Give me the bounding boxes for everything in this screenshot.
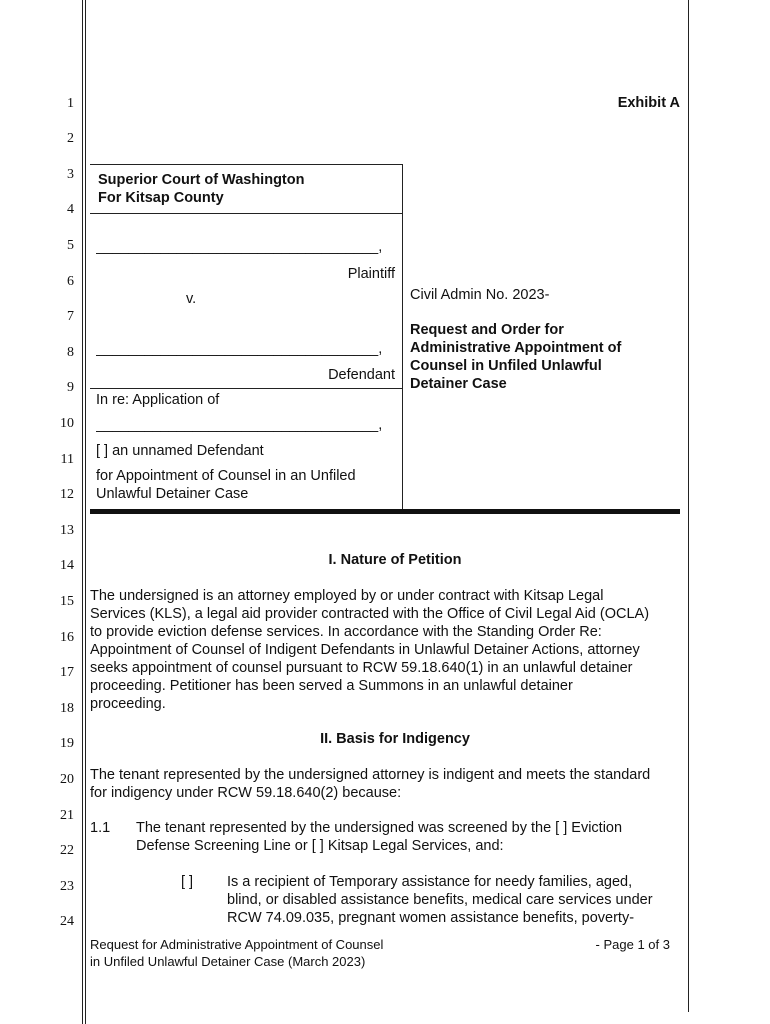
line-number: 8 bbox=[67, 345, 74, 360]
body-line: Services (KLS), a legal aid provider contracted with the Office of Civil Legal Aid (OCLA) bbox=[90, 606, 650, 622]
footer-line1: Request for Administrative Appointment of Counsel bbox=[90, 937, 384, 952]
document-title-line1: Request and Order for bbox=[410, 322, 564, 338]
versus-label: v. bbox=[186, 291, 197, 307]
line-number: 19 bbox=[60, 736, 74, 751]
court-name-line1: Superior Court of Washington bbox=[98, 172, 305, 188]
in-re-label: In re: Application of bbox=[96, 392, 220, 408]
defendant-label: Defendant bbox=[328, 367, 395, 383]
line-number: 18 bbox=[60, 701, 74, 716]
line-number: 24 bbox=[60, 914, 74, 929]
body-line: proceeding. bbox=[90, 696, 166, 712]
unnamed-defendant-checkbox-label: [ ] an unnamed Defendant bbox=[96, 443, 264, 459]
section-1-heading: I. Nature of Petition bbox=[328, 552, 462, 568]
body-line: Appointment of Counsel of Indigent Defendants in Unlawful Detainer Actions, attorney bbox=[90, 642, 640, 658]
line-number: 9 bbox=[67, 380, 74, 395]
section-2-heading: II. Basis for Indigency bbox=[320, 731, 470, 747]
subitem-text bbox=[227, 873, 682, 927]
line-number: 5 bbox=[67, 238, 74, 253]
line-number: 11 bbox=[60, 452, 74, 467]
caption-bottom-rule bbox=[90, 509, 680, 514]
line-number: 17 bbox=[60, 665, 74, 680]
line-number: 14 bbox=[60, 558, 74, 573]
purpose-line2: Unlawful Detainer Case bbox=[96, 486, 249, 502]
body-line: for indigency under RCW 59.18.640(2) because: bbox=[90, 785, 402, 801]
purpose-line1: for Appointment of Counsel in an Unfiled bbox=[96, 468, 356, 484]
item-line: Defense Screening Line or [ ] Kitsap Legal Services, and: bbox=[136, 838, 504, 854]
left-margin-rule-outer bbox=[82, 0, 83, 1024]
item-1-1-number: 1.1 bbox=[90, 820, 111, 836]
applicant-blank: ___________________________________, bbox=[96, 417, 383, 433]
line-number: 16 bbox=[60, 630, 74, 645]
court-name-line2: For Kitsap County bbox=[98, 190, 224, 206]
line-number: 23 bbox=[60, 879, 74, 894]
subitem-checkbox: [ ] bbox=[181, 874, 194, 890]
left-margin-rule-inner bbox=[85, 0, 86, 1024]
line-number: 22 bbox=[60, 843, 74, 858]
in-re-divider bbox=[90, 388, 402, 389]
plaintiff-blank: ___________________________________, bbox=[96, 239, 383, 255]
exhibit-label: Exhibit A bbox=[617, 95, 680, 111]
line-number: 20 bbox=[60, 772, 74, 787]
line-number: 12 bbox=[60, 487, 74, 502]
section-1-body bbox=[90, 587, 680, 713]
subitem-line: RCW 74.09.035, pregnant women assistance benefits, poverty- bbox=[227, 910, 635, 926]
subitem-line: Is a recipient of Temporary assistance for needy families, aged, bbox=[227, 874, 633, 890]
footer-document-title bbox=[90, 936, 383, 970]
line-number: 13 bbox=[60, 523, 74, 538]
item-line: The tenant represented by the undersigned was screened by the [ ] Eviction bbox=[136, 820, 623, 836]
line-number: 2 bbox=[67, 131, 74, 146]
line-number: 21 bbox=[60, 808, 74, 823]
line-number: 3 bbox=[67, 167, 74, 182]
body-line: The tenant represented by the undersigned attorney is indigent and meets the standard bbox=[90, 767, 651, 783]
court-divider bbox=[90, 213, 402, 214]
right-margin-rule bbox=[688, 0, 689, 1012]
body-line: seeks appointment of counsel pursuant to RCW 59.18.640(1) in an unlawful detainer bbox=[90, 660, 633, 676]
footer-page-number: - Page 1 of 3 bbox=[595, 937, 670, 952]
case-number: Civil Admin No. 2023- bbox=[410, 287, 550, 303]
item-1-1-text bbox=[136, 819, 686, 855]
body-line: proceeding. Petitioner has been served a Summons in an unlawful detainer bbox=[90, 678, 573, 694]
document-title-line2: Administrative Appointment of bbox=[410, 340, 622, 356]
line-number: 6 bbox=[67, 274, 74, 289]
line-number: 7 bbox=[67, 309, 74, 324]
document-title-line4: Detainer Case bbox=[410, 376, 507, 392]
subitem-line: blind, or disabled assistance benefits, medical care services under bbox=[227, 892, 653, 908]
footer-line2: in Unfiled Unlawful Detainer Case (March 2023) bbox=[90, 954, 366, 969]
line-number: 1 bbox=[67, 96, 74, 111]
line-number: 10 bbox=[60, 416, 74, 431]
line-number: 15 bbox=[60, 594, 74, 609]
line-number: 4 bbox=[67, 202, 74, 217]
plaintiff-label: Plaintiff bbox=[347, 266, 395, 282]
defendant-blank: ___________________________________, bbox=[96, 341, 383, 357]
section-2-body bbox=[90, 766, 680, 802]
document-title-line3: Counsel in Unfiled Unlawful bbox=[410, 358, 602, 374]
body-line: to provide eviction defense services. In accordance with the Standing Order Re: bbox=[90, 624, 602, 640]
body-line: The undersigned is an attorney employed by or under contract with Kitsap Legal bbox=[90, 588, 604, 604]
